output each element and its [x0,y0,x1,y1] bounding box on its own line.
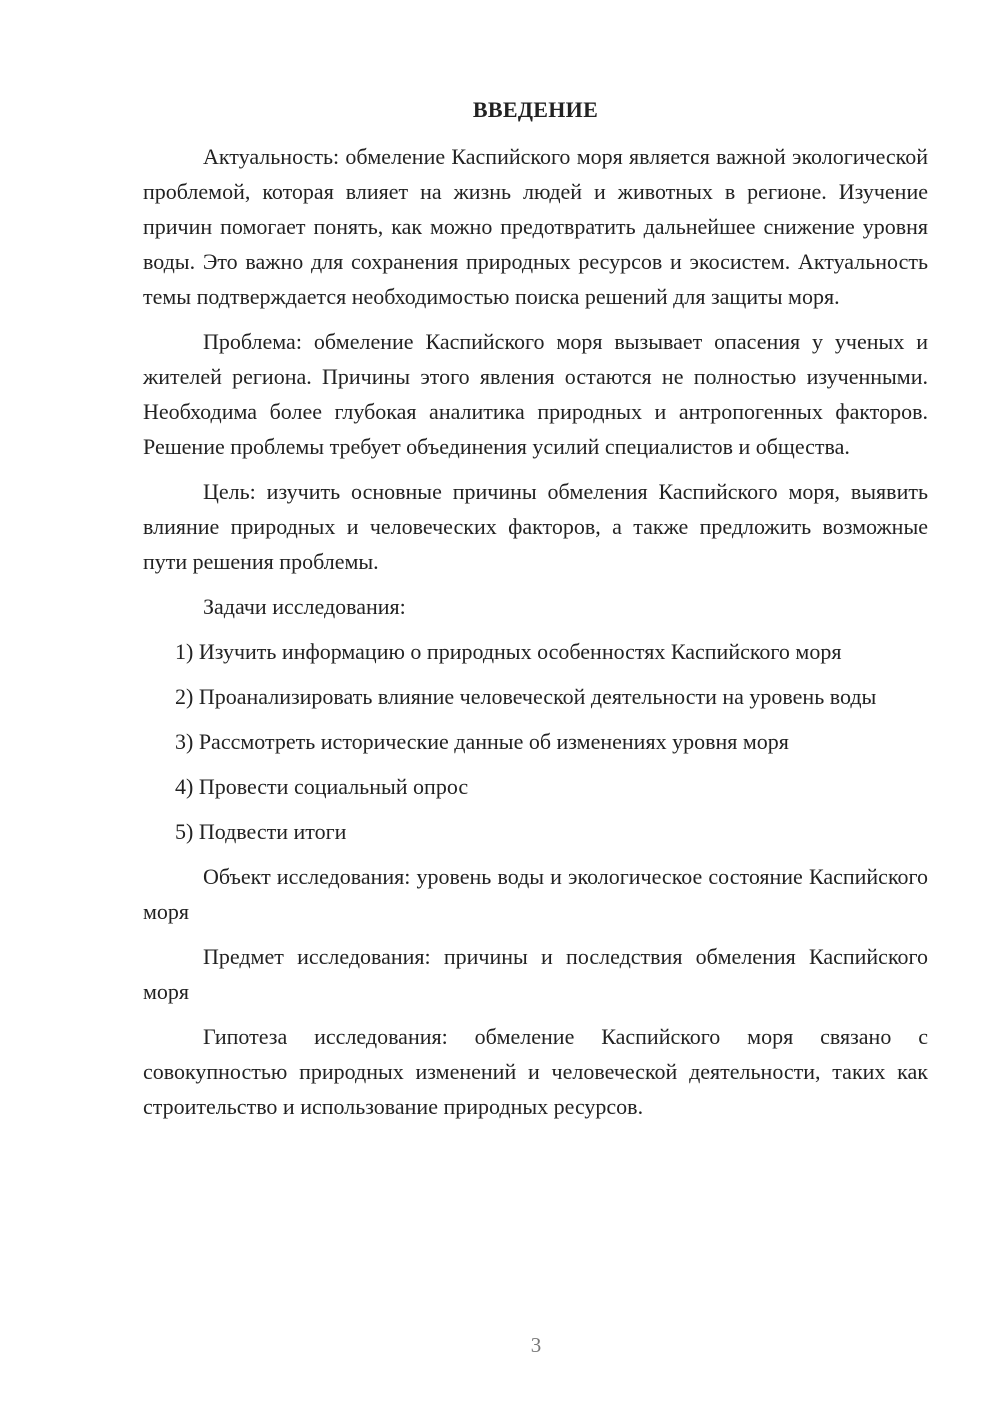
task-item-3: 3) Рассмотреть исторические данные об изменениях уровня моря [175,729,789,754]
paragraph-subject: Предмет исследования: причины и последствия обмеления Каспийского моря [143,944,928,1004]
tasks-heading: Задачи исследования: [203,594,406,619]
paragraph-relevance: Актуальность: обмеление Каспийского моря является важной экологической проблемой, которая влияет на жизнь людей и животных в регионе. Изучение причин помогает понять, как можно предотвратить дальнейшее снижение уровня воды. Это важно для сохранения природных ресурсов и экосистем. Актуальность темы подтверждается необходимостью поиска решений для защиты моря. [143,144,928,309]
page-content [143,95,928,1134]
task-item-4: 4) Провести социальный опрос [175,774,469,799]
paragraph-hypothesis: Гипотеза исследования: обмеление Каспийского моря связано с совокупностью природных изменений и человеческой деятельности, таких как строительство и использование природных ресурсов. [143,1024,928,1119]
task-item-1: 1) Изучить информацию о природных особенностях Каспийского моря [175,639,842,664]
page-number: 3 [530,1333,542,1357]
paragraph-object: Объект исследования: уровень воды и экологическое состояние Каспийского моря [143,864,928,924]
paragraph-goal: Цель: изучить основные причины обмеления Каспийского моря, выявить влияние природных и человеческих факторов, а также предложить возможные пути решения проблемы. [143,479,928,574]
task-item-2: 2) Проанализировать влияние человеческой деятельности на уровень воды [175,684,877,709]
paragraph-problem: Проблема: обмеление Каспийского моря вызывает опасения у ученых и жителей региона. Причины этого явления остаются не полностью изученными. Необходима более глубокая аналитика природных и антропогенных факторов. Решение проблемы требует объединения усилий специалистов и общества. [143,329,928,459]
task-item-5: 5) Подвести итоги [175,819,347,844]
section-title: ВВЕДЕНИЕ [472,97,599,122]
